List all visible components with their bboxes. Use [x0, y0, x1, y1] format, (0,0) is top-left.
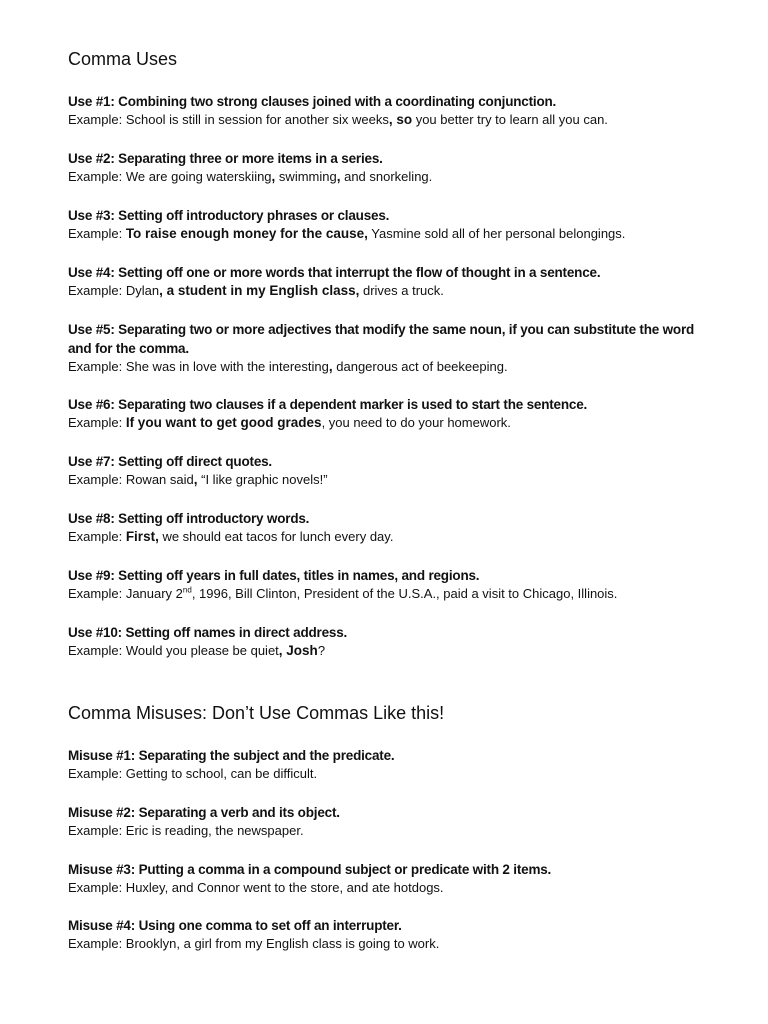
misuse-rule: Misuse #2: Separating a verb and its object. [68, 805, 340, 820]
misuse-4 [68, 916, 708, 953]
use-example: Example: First, we should eat tacos for lunch every day. [68, 529, 394, 544]
misuse-1 [68, 746, 708, 783]
use-rule: Use #7: Setting off direct quotes. [68, 454, 272, 469]
use-4 [68, 263, 708, 300]
use-example: Example: If you want to get good grades, you need to do your homework. [68, 415, 511, 430]
use-example: Example: January 2nd, 1996, Bill Clinton, President of the U.S.A., paid a visit to Chicago, Illinois. [68, 585, 618, 601]
use-example: Example: Rowan said, “I like graphic novels!” [68, 472, 328, 487]
misuse-3 [68, 860, 708, 897]
misuse-rule: Misuse #1: Separating the subject and the predicate. [68, 748, 395, 763]
use-rule: Use #9: Setting off years in full dates, titles in names, and regions. [68, 568, 480, 583]
use-8 [68, 509, 708, 546]
use-rule: Use #10: Setting off names in direct address. [68, 625, 348, 640]
use-3 [68, 206, 708, 243]
use-5 [68, 320, 708, 376]
misuse-example: Example: Huxley, and Connor went to the store, and ate hotdogs. [68, 880, 444, 895]
use-example: Example: She was in love with the interesting, dangerous act of beekeeping. [68, 359, 508, 374]
use-rule: Use #6: Separating two clauses if a dependent marker is used to start the sentence. [68, 397, 588, 412]
misuse-2 [68, 803, 708, 840]
misuse-rule: Misuse #4: Using one comma to set off an interrupter. [68, 918, 402, 933]
comma-misuses-heading: Comma Misuses: Don’t Use Commas Like this! [68, 703, 445, 723]
use-example: Example: School is still in session for another six weeks, so you better try to learn all you can. [68, 112, 608, 127]
use-example: Example: To raise enough money for the cause, Yasmine sold all of her personal belongings. [68, 226, 626, 241]
use-example: Example: Dylan, a student in my English class, drives a truck. [68, 283, 444, 298]
misuse-example: Example: Brooklyn, a girl from my English class is going to work. [68, 936, 440, 951]
misuse-example: Example: Eric is reading, the newspaper. [68, 823, 304, 838]
use-rule: Use #3: Setting off introductory phrases or clauses. [68, 208, 390, 223]
use-example: Example: Would you please be quiet, Josh? [68, 643, 326, 658]
misuse-example: Example: Getting to school, can be difficult. [68, 766, 318, 781]
use-rule: Use #8: Setting off introductory words. [68, 511, 310, 526]
use-6 [68, 395, 708, 432]
use-9 [68, 566, 708, 603]
use-rule: Use #5: Separating two or more adjectives that modify the same noun, if you can substitute the word and for the comma. [68, 322, 695, 356]
misuse-rule: Misuse #3: Putting a comma in a compound subject or predicate with 2 items. [68, 862, 552, 877]
use-rule: Use #4: Setting off one or more words that interrupt the flow of thought in a sentence. [68, 265, 601, 280]
use-2 [68, 149, 708, 186]
use-10 [68, 623, 708, 660]
use-7 [68, 452, 708, 489]
use-example: Example: We are going waterskiing, swimming, and snorkeling. [68, 169, 433, 184]
use-rule: Use #2: Separating three or more items in a series. [68, 151, 383, 166]
use-1 [68, 92, 708, 129]
use-rule: Use #1: Combining two strong clauses joined with a coordinating conjunction. [68, 94, 557, 109]
comma-uses-heading: Comma Uses [68, 49, 178, 69]
